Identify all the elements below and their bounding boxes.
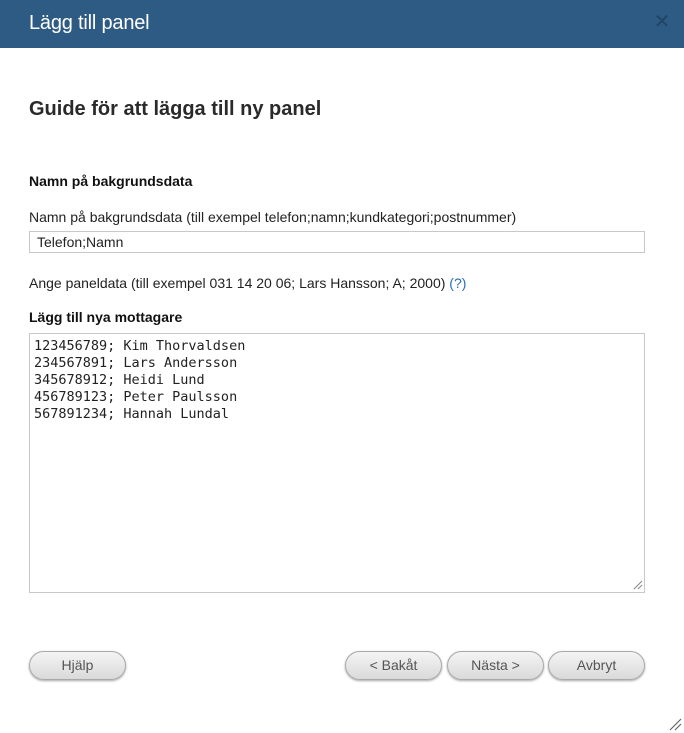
background-data-section-title: Namn på bakgrundsdata	[29, 173, 193, 189]
panel-data-help-link[interactable]: (?)	[449, 275, 467, 291]
dialog-titlebar	[0, 0, 684, 48]
help-button[interactable]: Hjälp	[29, 651, 126, 680]
add-recipients-section-title: Lägg till nya mottagare	[29, 309, 183, 325]
dialog-title: Lägg till panel	[29, 12, 150, 34]
close-icon[interactable]: ✕	[653, 11, 671, 33]
back-button[interactable]: < Bakåt	[345, 651, 442, 680]
textarea-resize-grip-icon[interactable]	[631, 578, 643, 590]
background-data-field-label: Namn på bakgrundsdata (till exempel telefon;namn;kundkategori;postnummer)	[29, 209, 517, 225]
background-data-input[interactable]	[29, 231, 645, 253]
dialog-resize-grip-icon[interactable]	[668, 717, 682, 731]
cancel-button[interactable]: Avbryt	[548, 651, 645, 680]
recipients-textarea[interactable]	[29, 333, 645, 593]
panel-data-instruction	[29, 275, 466, 291]
page-title: Guide för att lägga till ny panel	[29, 98, 322, 120]
panel-data-instruction-text: Ange paneldata (till exempel 031 14 20 06; Lars Hansson; A; 2000)	[29, 275, 446, 291]
next-button[interactable]: Nästa >	[447, 651, 544, 680]
